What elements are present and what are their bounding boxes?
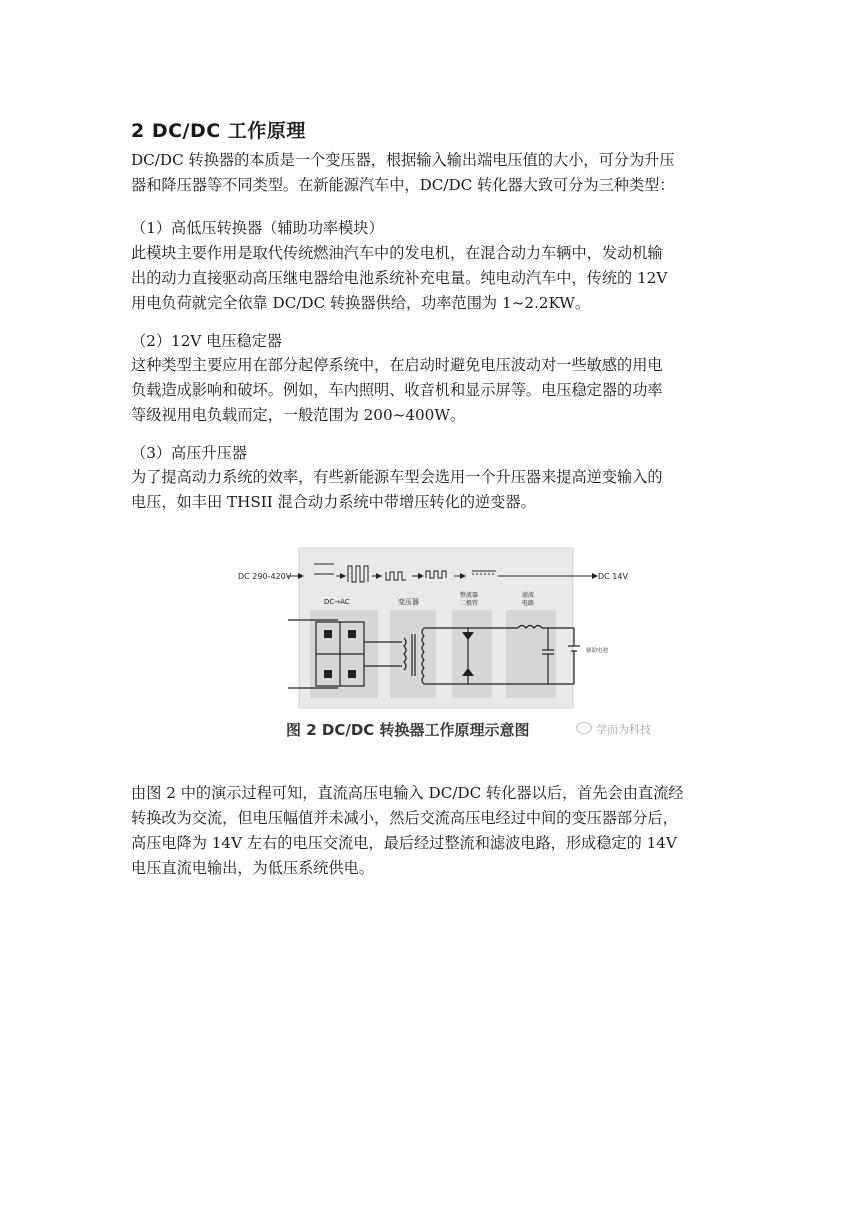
watermark-text: 学而为科技 bbox=[596, 723, 651, 736]
text-line: 出的动力直接驱动高压继电器给电池系统补充电量。纯电动汽车中，传统的 12V bbox=[131, 269, 668, 287]
text-line: 此模块主要作用是取代传统燃油汽车中的发电机，在混合动力车辆中，发动机输 bbox=[131, 244, 663, 262]
type-1-heading: （1）高低压转换器（辅助功率模块） bbox=[131, 219, 384, 237]
text-line: 为了提高动力系统的效率，有些新能源车型会选用一个升压器来提高逆变输入的 bbox=[131, 468, 663, 486]
battery-label: 辅助电池 bbox=[586, 648, 609, 654]
type-3-paragraph bbox=[131, 465, 731, 515]
transformer-label: 变压器 bbox=[398, 598, 419, 606]
text-line: 转换改为交流，但电压幅值并未减小，然后交流高压电经过中间的变压器部分后， bbox=[131, 809, 678, 827]
transformer-block bbox=[390, 610, 436, 698]
text-line: 高压电降为 14V 左右的电压交流电，最后经过整流和滤波电路，形成稳定的 14V bbox=[131, 834, 677, 852]
section-heading: 2 DC/DC 工作原理 bbox=[131, 120, 306, 142]
rectifier-label-1: 整流器 bbox=[460, 592, 479, 599]
closing-paragraph bbox=[131, 781, 731, 881]
type-2-heading: （2）12V 电压稳定器 bbox=[131, 332, 283, 350]
text-line: 器和降压器等不同类型。在新能源汽车中，DC/DC 转化器大致可分为三种类型： bbox=[131, 176, 675, 194]
circuit-diagram bbox=[236, 542, 636, 712]
figure-caption: 图 2 DC/DC 转换器工作原理示意图 bbox=[286, 721, 530, 739]
dc-ac-label: DC→AC bbox=[324, 598, 350, 606]
text-line: 电压直流电输出，为低压系统供电。 bbox=[131, 859, 374, 877]
rectifier-label-2: 二极管 bbox=[460, 600, 479, 607]
watermark-logo-icon bbox=[576, 722, 592, 734]
type-3-heading: （3）高压升压器 bbox=[131, 444, 247, 462]
text-line: 负载造成影响和破坏。例如，车内照明、收音机和显示屏等。电压稳定器的功率 bbox=[131, 381, 663, 399]
intro-paragraph bbox=[131, 148, 731, 198]
text-line: 等级视用电负载而定，一般范围为 200~400W。 bbox=[131, 406, 466, 424]
input-voltage-label: DC 290-420V bbox=[238, 572, 292, 581]
rectifier-block bbox=[452, 610, 492, 698]
filter-label-2: 电路 bbox=[522, 600, 535, 607]
type-2-paragraph bbox=[131, 353, 731, 428]
type-1-paragraph bbox=[131, 241, 731, 316]
filter-label-1: 滤波 bbox=[522, 592, 535, 599]
text-line: 由图 2 中的演示过程可知，直流高压电输入 DC/DC 转化器以后，首先会由直流经 bbox=[131, 784, 684, 802]
text-line: 这种类型主要应用在部分起停系统中，在启动时避免电压波动对一些敏感的用电 bbox=[131, 356, 663, 374]
text-line: 电压，如丰田 THSII 混合动力系统中带增压转化的逆变器。 bbox=[131, 493, 536, 511]
output-voltage-label: DC 14V bbox=[598, 572, 628, 581]
text-line: 用电负荷就完全依靠 DC/DC 转换器供给，功率范围为 1~2.2KW。 bbox=[131, 294, 591, 312]
text-line: DC/DC 转换器的本质是一个变压器，根据输入输出端电压值的大小，可分为升压 bbox=[131, 151, 675, 169]
watermark bbox=[576, 721, 651, 737]
